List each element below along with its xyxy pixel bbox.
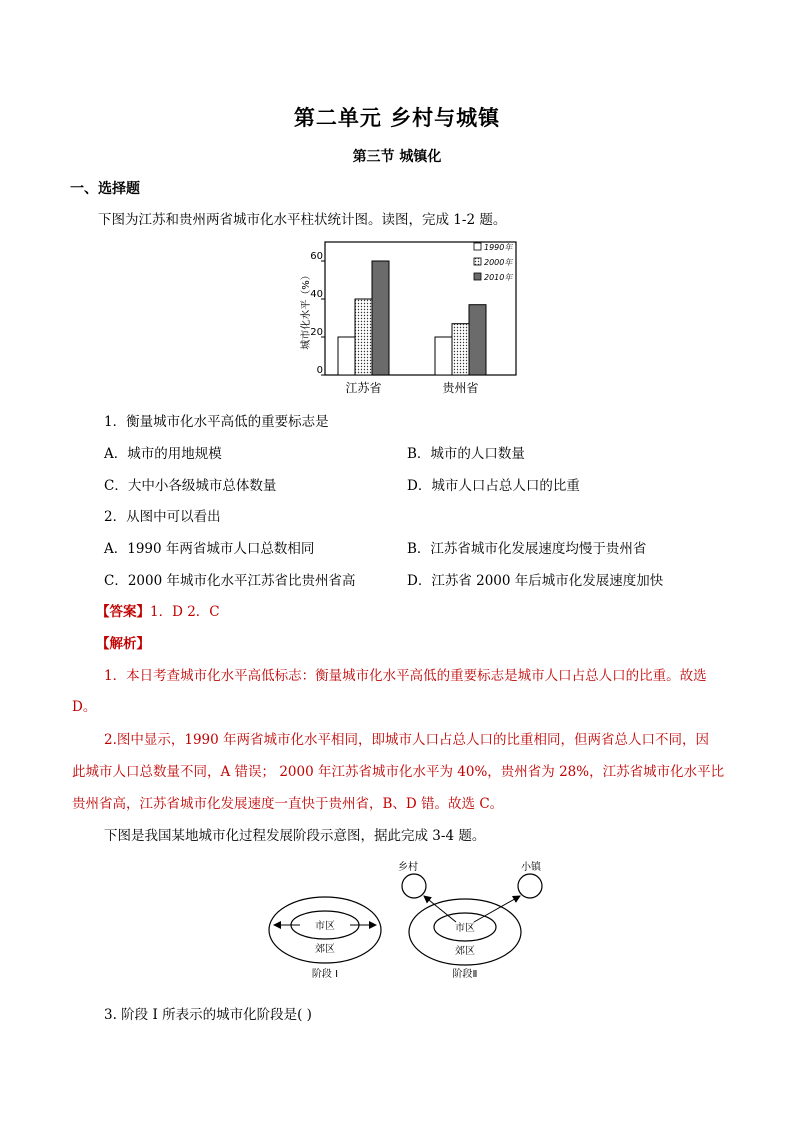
x-tick-label: 江苏省 [345, 381, 382, 395]
y-tick-label: 40 [310, 289, 323, 300]
stage2-caption: 阶段Ⅱ [452, 969, 478, 980]
question-1-option-a: A．城市的用地规模 [104, 446, 222, 462]
answer-text: 1．D 2．C [150, 604, 220, 620]
question-1-option-c: C．大中小各级城市总体数量 [104, 478, 277, 494]
legend-label: 1990年 [484, 243, 513, 252]
bar-2010年-江苏省 [372, 261, 389, 375]
legend-label: 2010年 [484, 273, 513, 282]
answer-line [96, 600, 220, 620]
town-circle [518, 874, 542, 898]
legend-swatch [474, 243, 481, 250]
question-2-option-b: B．江苏省城市化发展速度均慢于贵州省 [407, 541, 647, 557]
urbanization-bar-chart [300, 236, 530, 398]
legend-swatch [474, 258, 481, 265]
analysis-2-line-1: 2.图中显示，1990 年两省城市化水平相同，即城市人口占总人口的比重相同，但两省总人口不同，因 [104, 732, 710, 748]
village-circle [402, 874, 426, 898]
bar-1990年-贵州省 [435, 337, 452, 375]
intro-question-3-4: 下图是我国某地城市化过程发展阶段示意图，据此完成 3-4 题。 [104, 828, 486, 844]
stage1-suburb-label: 郊区 [315, 944, 335, 955]
analysis-label: 【解析】 [96, 636, 150, 652]
question-2-option-c: C．2000 年城市化水平江苏省比贵州省高 [104, 573, 356, 589]
page-title: 第二单元 乡村与城镇 [293, 105, 501, 130]
x-axis [345, 380, 478, 395]
stage2-city-label: 市区 [455, 923, 475, 934]
bar-1990年-江苏省 [338, 337, 355, 375]
legend-label: 2000年 [484, 258, 513, 267]
bar-2000年-江苏省 [355, 299, 372, 375]
question-1-option-d: D．城市人口占总人口的比重 [407, 478, 580, 494]
section-heading: 一、选择题 [70, 181, 140, 197]
y-tick-label: 20 [310, 327, 323, 338]
village-label: 乡村 [398, 862, 418, 873]
analysis-1-line-1: 1．本日考查城市化水平高低标志：衡量城市化水平高低的重要标志是城市人口占总人口的比重。故选 [104, 668, 707, 684]
y-axis [310, 251, 325, 376]
urbanization-stage-diagram [260, 856, 550, 986]
stage2-suburb-label: 郊区 [455, 946, 475, 957]
legend-swatch [474, 273, 481, 280]
stage1-caption: 阶段 I [311, 969, 339, 980]
question-3-stem: 3. 阶段 I 所表示的城市化阶段是( ) [104, 1007, 312, 1023]
bar-2000年-贵州省 [452, 324, 469, 375]
analysis-2-line-3: 贵州省高，江苏省城市化发展速度一直快于贵州省，B、D 错。故选 C。 [72, 796, 504, 812]
analysis-2-line-2: 此城市人口总数量不同，A 错误； 2000 年江苏省城市化水平为 40%，贵州省为 28%，江苏省城市化水平比 [72, 764, 725, 780]
answer-label: 【答案】 [96, 604, 150, 620]
question-2-stem: 2．从图中可以看出 [104, 509, 221, 525]
y-axis-label: 城市化水平（%） [301, 270, 312, 350]
question-2-option-a: A．1990 年两省城市人口总数相同 [104, 541, 315, 557]
stage1-city-label: 市区 [315, 921, 335, 932]
x-tick-label: 贵州省 [442, 381, 479, 395]
analysis-1-line-2: D。 [72, 699, 97, 715]
page-subtitle: 第三节 城镇化 [352, 149, 442, 165]
chart-legend [474, 243, 513, 282]
y-tick-label: 0 [316, 365, 323, 376]
y-tick-label: 60 [310, 251, 323, 262]
town-label: 小镇 [521, 862, 541, 873]
bar-2010年-贵州省 [469, 305, 486, 375]
question-2-option-d: D．江苏省 2000 年后城市化发展速度加快 [407, 573, 664, 589]
question-1-stem: 1．衡量城市化水平高低的重要标志是 [104, 414, 329, 430]
bar-group [338, 261, 486, 375]
question-1-option-b: B．城市的人口数量 [407, 446, 525, 462]
intro-question-1-2: 下图为江苏和贵州两省城市化水平柱状统计图。读图，完成 1-2 题。 [98, 212, 507, 228]
